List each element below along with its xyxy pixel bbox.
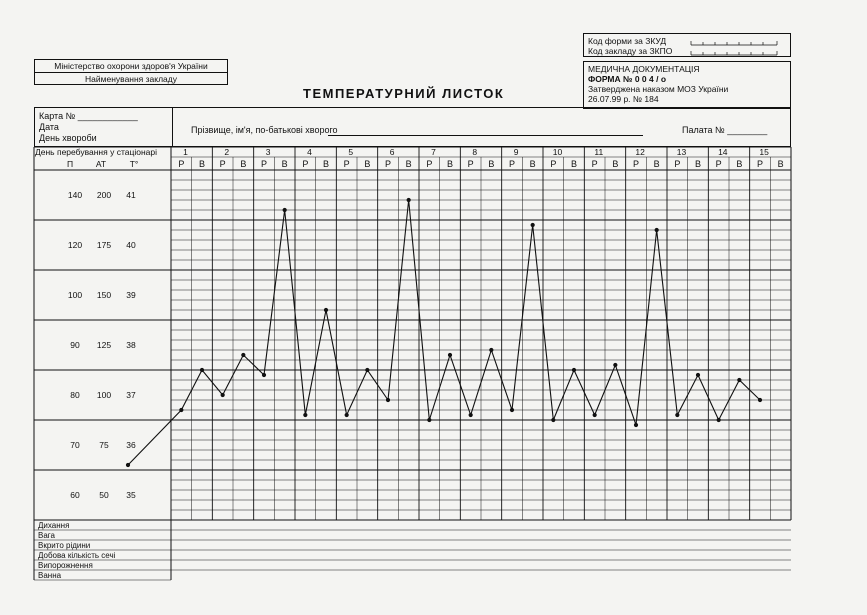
day-number: 1 — [183, 147, 188, 157]
doc-info-line4: 26.07.99 р. № 184 — [588, 94, 659, 104]
evening-label: В — [446, 159, 454, 169]
temperature-point — [613, 363, 617, 367]
temperature-point — [758, 398, 762, 402]
scale-bp: 50 — [99, 490, 109, 500]
evening-label: В — [405, 159, 412, 169]
scale-pulse: 70 — [70, 440, 80, 450]
temperature-point — [675, 413, 679, 417]
stay-day-label: День перебування у стаціонарі — [35, 147, 157, 157]
scale-temp: 36 — [126, 440, 136, 450]
doc-info-line2: ФОРМА № 0 0 4 / о — [588, 74, 667, 84]
col-header-pulse: П — [66, 159, 74, 169]
temperature-point — [407, 198, 411, 202]
evening-label: В — [694, 159, 702, 169]
scale-temp: 39 — [126, 290, 136, 300]
temperature-point — [696, 373, 700, 377]
temperature-point — [634, 423, 638, 427]
bottom-row-label: Дихання — [38, 521, 70, 530]
bottom-row-label: Добова кількість сечі — [38, 551, 116, 560]
scale-temp: 35 — [126, 490, 136, 500]
morning-label: Р — [260, 159, 268, 169]
evening-label: В — [281, 159, 288, 169]
day-number: 15 — [759, 147, 769, 157]
scale-pulse: 100 — [67, 290, 83, 300]
scale-temp: 37 — [126, 390, 136, 400]
morning-label: Р — [508, 159, 516, 169]
morning-label: Р — [426, 159, 433, 169]
evening-label: В — [653, 159, 660, 169]
temperature-point — [448, 353, 452, 357]
day-number: 9 — [513, 147, 519, 157]
temperature-point — [126, 463, 130, 467]
bottom-row-label: Вага — [38, 531, 55, 540]
day-number: 3 — [265, 147, 271, 157]
morning-label: Р — [343, 159, 350, 169]
scale-temp: 41 — [126, 190, 136, 200]
temperature-point — [386, 398, 390, 402]
temperature-point — [737, 378, 741, 382]
temperature-point — [655, 228, 659, 232]
ward-label: Палата № ________ — [682, 125, 768, 135]
scale-bp: 200 — [96, 190, 112, 200]
scale-bp: 150 — [96, 290, 112, 300]
scale-bp: 100 — [96, 390, 112, 400]
doc-info-line3: Затверджена наказом МОЗ України — [588, 84, 729, 94]
day-number: 5 — [348, 147, 354, 157]
evening-label: В — [612, 159, 619, 169]
scale-temp: 40 — [126, 240, 136, 250]
day-number: 2 — [224, 147, 230, 157]
morning-label: Р — [302, 159, 309, 169]
temperature-point — [427, 418, 431, 422]
col-header-temp: T° — [129, 159, 139, 169]
card-number-label: Карта № ____________ — [39, 111, 138, 121]
temperature-point — [489, 348, 493, 352]
scale-bp: 175 — [96, 240, 112, 250]
scale-bp: 125 — [96, 340, 112, 350]
temperature-point — [262, 373, 266, 377]
bottom-row-label: Вкрито рідини — [38, 541, 91, 550]
day-number: 11 — [594, 147, 604, 157]
morning-label: Р — [178, 159, 185, 169]
bottom-row-label: Випорожнення — [38, 561, 93, 570]
date-label: Дата — [39, 122, 59, 132]
temperature-point — [551, 418, 555, 422]
doc-info-line1: МЕДИЧНА ДОКУМЕНТАЦІЯ — [588, 64, 700, 74]
temperature-point — [283, 208, 287, 212]
scale-pulse: 60 — [70, 490, 80, 500]
evening-label: В — [240, 159, 247, 169]
day-number: 12 — [635, 147, 645, 157]
temperature-point — [303, 413, 307, 417]
evening-label: В — [570, 159, 578, 169]
morning-label: Р — [591, 159, 598, 169]
evening-label: В — [322, 159, 330, 169]
temperature-point — [221, 393, 225, 397]
zkpo-label: Код закладу за ЗКПО — [588, 46, 673, 56]
morning-label: Р — [467, 159, 474, 169]
illness-day-label: День хвороби — [39, 133, 97, 143]
morning-label: Р — [715, 159, 722, 169]
temperature-point — [200, 368, 204, 372]
evening-label: В — [198, 159, 206, 169]
day-number: 8 — [472, 147, 478, 157]
morning-label: Р — [674, 159, 681, 169]
temperature-point — [717, 418, 721, 422]
temperature-point — [365, 368, 369, 372]
evening-label: В — [488, 159, 495, 169]
morning-label: Р — [756, 159, 764, 169]
temperature-point — [572, 368, 576, 372]
day-number: 4 — [307, 147, 312, 157]
scale-pulse: 90 — [70, 340, 80, 350]
ministry-name: Міністерство охорони здоров'я України — [54, 61, 208, 71]
evening-label: В — [736, 159, 743, 169]
patient-name-label: Прізвище, ім'я, по-батькові хворого — [191, 125, 338, 135]
day-number: 7 — [431, 147, 436, 157]
day-number: 10 — [552, 147, 563, 157]
scale-bp: 75 — [99, 440, 109, 450]
scale-pulse: 80 — [70, 390, 80, 400]
temperature-point — [531, 223, 535, 227]
day-number: 14 — [718, 147, 728, 157]
scale-temp: 38 — [126, 340, 136, 350]
institution-label: Найменування закладу — [85, 74, 177, 84]
temperature-point — [510, 408, 514, 412]
col-header-bp: АТ — [95, 159, 107, 169]
day-number: 6 — [389, 147, 395, 157]
day-number: 13 — [676, 147, 687, 157]
temperature-point — [345, 413, 349, 417]
bottom-row-label: Ванна — [38, 571, 62, 580]
evening-label: В — [529, 159, 536, 169]
temperature-point — [324, 308, 328, 312]
scale-pulse: 120 — [67, 240, 83, 250]
evening-label: В — [777, 159, 784, 169]
temperature-point — [179, 408, 183, 412]
page-title: ТЕМПЕРАТУРНИЙ ЛИСТОК — [303, 86, 505, 101]
scale-pulse: 140 — [67, 190, 83, 200]
zkud-label: Код форми за ЗКУД — [588, 36, 667, 46]
morning-label: Р — [550, 159, 557, 169]
temperature-point — [593, 413, 597, 417]
temperature-point — [241, 353, 245, 357]
temperature-point — [469, 413, 473, 417]
morning-label: Р — [384, 159, 392, 169]
morning-label: Р — [219, 159, 226, 169]
morning-label: Р — [632, 159, 640, 169]
grid-lines — [34, 147, 791, 580]
evening-label: В — [364, 159, 371, 169]
